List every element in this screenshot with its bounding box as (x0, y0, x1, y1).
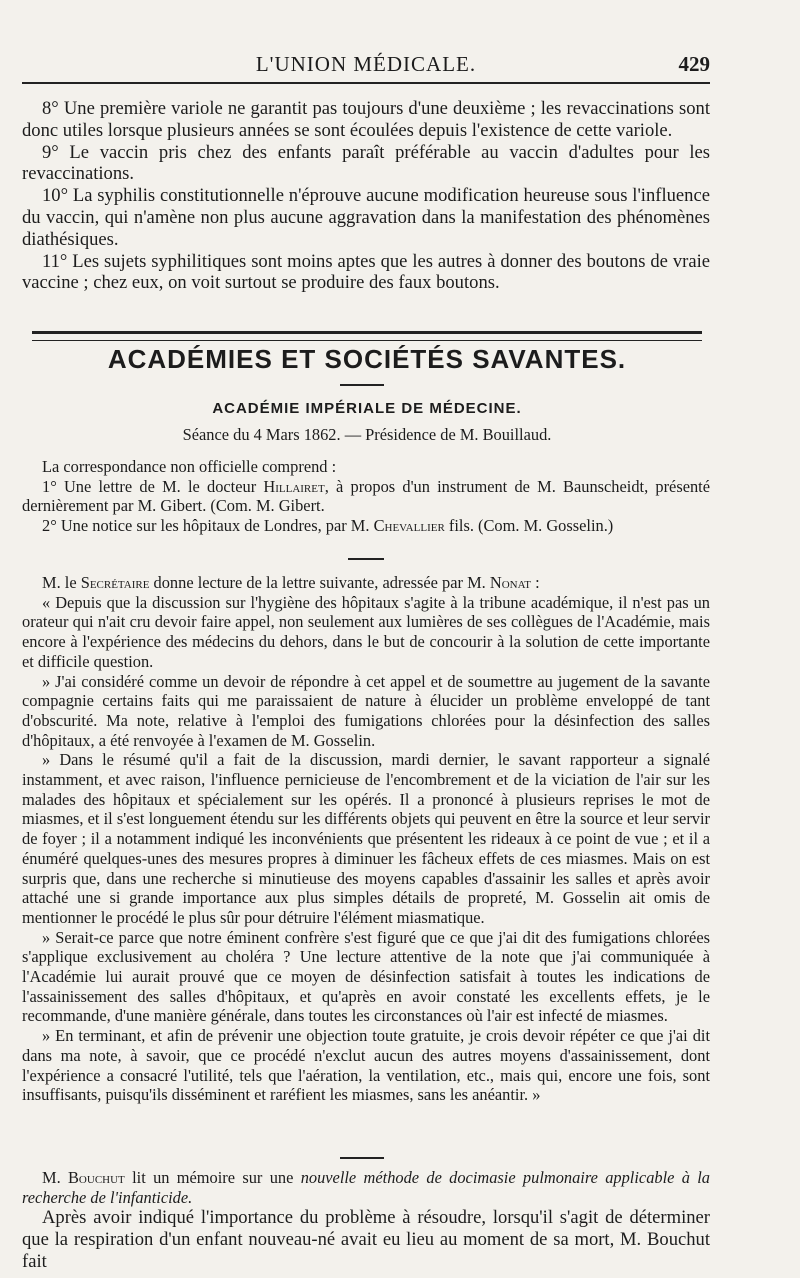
conclusion-10: 10° La syphilis constitutionnelle n'éprouve aucune modification heureuse sous l'influence du vaccin, qui n'amène non plus aucune aggravation dans la manifestation des phénomènes diathésiques. (22, 185, 710, 250)
letter-paragraph-2: » J'ai considéré comme un devoir de répondre à cet appel et de soumettre au jugement de la savante compagnie certains faits qui me paraissaient de nature à élucider un problème enveloppé de tant d'obscurité. Ma note, relative à l'emploi des fumigations chlorées pour la désinfection des salles d'hôpitaux, a été renvoyée à l'examen de M. Gosselin. (22, 671, 710, 750)
correspondence-intro: La correspondance non officielle comprend : (42, 457, 337, 476)
separator-rule-1 (348, 558, 384, 560)
item-1-author: Hillairet (263, 476, 325, 496)
item-2-rest: fils. (Com. M. Gosselin.) (444, 516, 614, 536)
running-head (22, 50, 710, 78)
bouchut-intro (22, 1168, 710, 1207)
section-title: ACADÉMIES ET SOCIÉTÉS SAVANTES. (107, 344, 627, 374)
bouchut-m: M. (42, 1168, 68, 1187)
letter-paragraph-3: » Dans le résumé qu'il a fait de la discussion, mardi dernier, le savant rapporteur a signalé instamment, et avec raison, l'influence pernicieuse de l'encombrement et de la viciation de l'air sur les malades des hôpitaux et spécialement sur les opérés. Il a prononcé à plusieurs reprises le mot de miasmes, et il s'est longuement étendu sur les différents objets qui peuvent en être la source et leur servir de foyer ; il a notamment indiqué les inconvénients que présentent les rideaux à ce point de vue ; et il a énuméré quelques-unes des mesures propres à diminuer les fâcheux effets de ces miasmes. Mais on est surpris que, dans une recherche si minutieuse des moyens capables d'assainir les salles et après avoir attaché une si grande importance aux plus simples détails de propreté, M. Gosselin ait omis de mentionner le procédé le plus sûr pour détruire l'élément miasmatique. (22, 750, 710, 927)
title-short-rule (340, 384, 384, 386)
journal-title: L'UNION MÉDICALE. (255, 52, 477, 76)
page-number: 429 (678, 52, 710, 76)
letter-paragraph-1: « Depuis que la discussion sur l'hygiène des hôpitaux s'agite à la tribune académique, il n'est pas un orateur qui n'ait cru devoir faire appel, non seulement aux lumières de ses collègues de l'Académie, mais encore à l'expérience des médecins du dehors, dans le but de concourir à la solution de cette importante et difficile question. (22, 592, 710, 671)
letter-intro-end: : (531, 573, 540, 592)
correspondence (22, 457, 710, 536)
bouchut-text: Après avoir indiqué l'importance du problème à résoudre, lorsqu'il s'agit de déterminer que la respiration d'un enfant nouveau-né avait eu lieu au moment de sa mort, M. Bouchut fait (22, 1207, 710, 1272)
letter-intro (22, 573, 710, 593)
nonat-letter (22, 573, 710, 1105)
bouchut-name: Bouchut (68, 1168, 125, 1187)
separator-rule-2 (340, 1157, 384, 1159)
bouchut-paper (22, 1168, 710, 1273)
conclusion-11: 11° Les sujets syphilitiques sont moins aptes que les autres à donner des boutons de vraie vaccine ; chez eux, on voit surtout se produire des faux boutons. (22, 250, 710, 294)
bouchut-title: nouvelle méthode de docimasie pulmonaire applicable à la recherche de l'infanticide. (22, 1168, 710, 1207)
item-1-rest: , à propos d'un instrument de M. Baunscheidt, présenté dernièrement par M. Gibert. (Com. M. Gibert. (22, 476, 710, 516)
header-rule (22, 82, 710, 84)
letter-paragraph-5: » En terminant, et afin de prévenir une objection toute gratuite, je crois devoir répéter ce que j'ai dit dans ma note, à savoir, que ce procédé n'exclut aucun des autres moyens d'assainissement, dont l'expérience a consacré l'utilité, tels que l'aération, la ventilation, etc., mais qui, encore une fois, sont insuffisants, puisqu'ils disséminent et raréfient les miasmes, sans les anéantir. » (22, 1026, 710, 1105)
letter-intro-name: Nonat (489, 573, 532, 592)
section-double-rule (32, 331, 702, 341)
section-subtitle: ACADÉMIE IMPÉRIALE DE MÉDECINE. (212, 400, 522, 417)
conclusion-8: 8° Une première variole ne garantit pas toujours d'une deuxième ; les revaccinations sont donc utiles lorsque plusieurs années se sont écoulées depuis l'existence de cette variole. (22, 98, 710, 141)
conclusions-list (22, 98, 710, 294)
item-2-author: Chevallier (373, 516, 445, 536)
correspondence-item-2 (22, 516, 710, 536)
letter-intro-m: M. le (42, 573, 81, 592)
correspondence-item-1 (22, 477, 710, 516)
conclusion-9: 9° Le vaccin pris chez des enfants paraît préférable au vaccin d'adultes pour les revaccinations. (22, 141, 710, 185)
seance-line: Séance du 4 Mars 1862. — Présidence de M. Bouillaud. (182, 425, 552, 444)
letter-intro-role: Secrétaire (80, 573, 150, 592)
item-2-text: 2° Une notice sur les hôpitaux de Londres, par M. (42, 516, 374, 536)
item-1-text: 1° Une lettre de M. le docteur (42, 476, 264, 496)
letter-intro-mid: donne lecture de la lettre suivante, adressée par M. (149, 573, 490, 592)
bouchut-before: lit un mémoire sur une (124, 1168, 301, 1187)
letter-paragraph-4: » Serait-ce parce que notre éminent confrère s'est figuré que ce que j'ai dit des fumigations chlorées s'applique exclusivement au choléra ? Une lecture attentive de la note que j'ai communiquée à l'Académie lui aurait prouvé que ce moyen de désinfection satisfait à toutes les indications de l'assainissement des salles d'hôpitaux, et qu'après en avoir constaté les excellents effets, je le recommande, d'une manière générale, dans toutes les circonstances où l'air est infecté de miasmes. (22, 927, 710, 1026)
